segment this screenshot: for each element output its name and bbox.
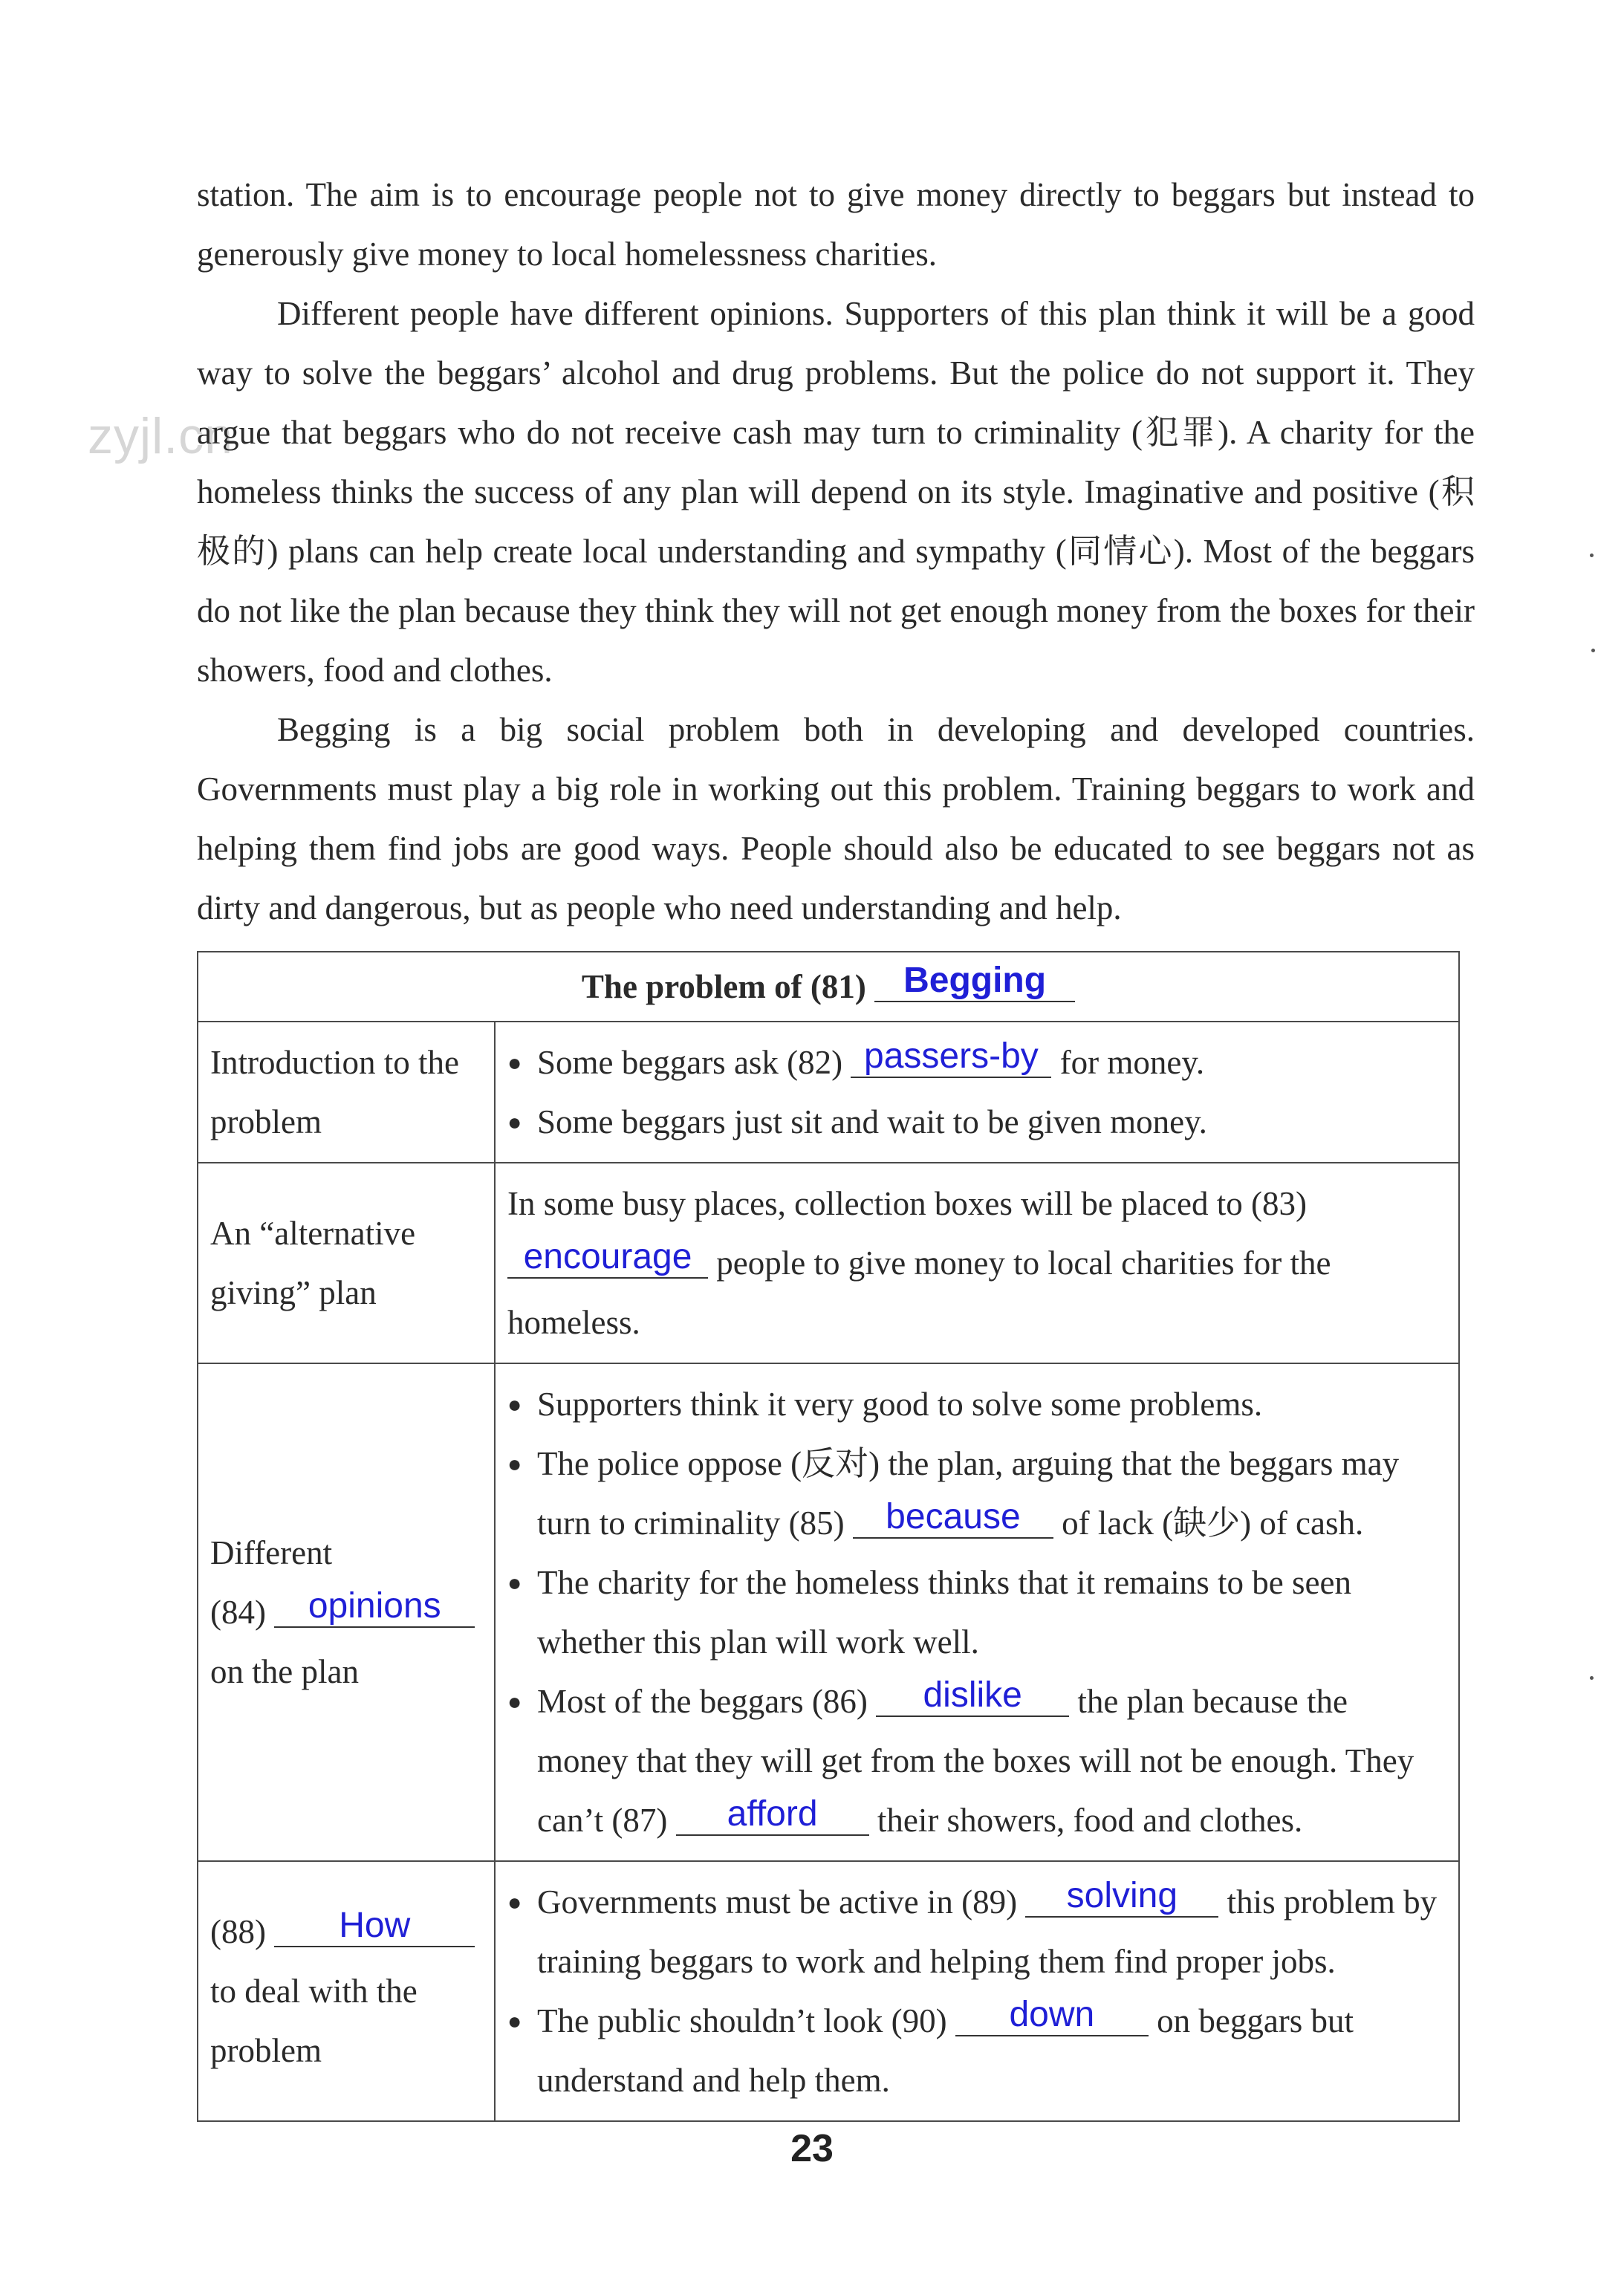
scan-speck	[1590, 1676, 1594, 1680]
page-number: 23	[790, 2127, 834, 2170]
list-item: ● The police oppose (反对) the plan, arguing that the beggars may turn to criminality (85) because of lack (缺少) of cash.	[507, 1434, 1446, 1553]
answer-82[interactable]: passers-by	[851, 1036, 1051, 1078]
table-title: The problem of (81) Begging	[198, 952, 1459, 1022]
answer-81[interactable]: Begging	[874, 961, 1075, 1002]
row-content-introduction	[495, 1022, 1459, 1163]
row-label-introduction: Introduction to the problem	[198, 1022, 495, 1163]
answer-88[interactable]: How	[274, 1906, 475, 1947]
bullet-icon: ●	[507, 1108, 522, 1135]
table-header-row	[198, 952, 1459, 1022]
passage-paragraph-2: Different people have different opinions. Supporters of this plan think it will be a good way to solve the beggars’ alcohol and drug problems. But the police do not support it. They argue that beggars who do not receive cash may turn to criminality (犯罪). A charity for the homeless thinks the success of any plan will depend on its style. Imaginative and positive (积极的) plans can help create local understanding and sympathy (同情心). Most of the beggars do not like the plan because they think they will not get enough money from the boxes for their showers, food and clothes.	[197, 295, 1475, 689]
row-content-different-opinions	[495, 1363, 1459, 1861]
table-row	[198, 1861, 1459, 2121]
answer-86[interactable]: dislike	[876, 1675, 1069, 1717]
row-label-alternative-giving: An “alternative giving” plan	[198, 1163, 495, 1363]
answer-83[interactable]: encourage	[507, 1237, 708, 1279]
watermark: zyjl.cn	[88, 408, 233, 464]
bullet-icon: ●	[507, 1569, 522, 1596]
scan-speck	[1590, 554, 1594, 557]
list-item: ● Some beggars ask (82) passers-by for money.	[507, 1033, 1446, 1092]
scan-speck	[1591, 649, 1595, 652]
row-label-how-to-deal: (88) How to deal with the problem	[198, 1861, 495, 2121]
table-row	[198, 1363, 1459, 1861]
bullet-icon: ●	[507, 1391, 522, 1418]
passage-paragraph-3: Begging is a big social problem both in developing and developed countries. Governments must play a big role in working out this problem. Training beggars to work and helping them find jobs are good ways. People should also be educated to see beggars not as dirty and dangerous, but as people who need understanding and help.	[197, 711, 1475, 926]
list-item: ● Most of the beggars (86) dislike the plan because the money that they will get from the boxes will not be enough. They can’t (87) afford their showers, food and clothes.	[507, 1672, 1446, 1850]
answer-84[interactable]: opinions	[274, 1586, 475, 1628]
answer-85[interactable]: because	[853, 1497, 1053, 1539]
list-item: ● The public shouldn’t look (90) down on beggars but understand and help them.	[507, 1991, 1446, 2110]
table-row	[198, 1163, 1459, 1363]
table-row	[198, 1022, 1459, 1163]
bullet-icon: ●	[507, 1450, 522, 1477]
summary-table	[197, 951, 1460, 2122]
row-label-different-opinions: Different (84) opinions on the plan	[198, 1363, 495, 1861]
row-content-alternative-giving: In some busy places, collection boxes will be placed to (83) encourage people to give money to local charities for the homeless.	[495, 1163, 1459, 1363]
bullet-icon: ●	[507, 2007, 522, 2034]
answer-90[interactable]: down	[955, 1995, 1149, 2036]
answer-89[interactable]: solving	[1025, 1876, 1218, 1918]
passage-paragraph-1: station. The aim is to encourage people not to give money directly to beggars but instead to generously give money to local homelessness charities.	[197, 176, 1475, 273]
row-content-how-to-deal	[495, 1861, 1459, 2121]
bullet-icon: ●	[507, 1688, 522, 1715]
list-item: ● Supporters think it very good to solve some problems.	[507, 1374, 1446, 1434]
list-item: ● The charity for the homeless thinks that it remains to be seen whether this plan will work well.	[507, 1553, 1446, 1672]
reading-passage	[197, 165, 1475, 938]
bullet-icon: ●	[507, 1049, 522, 1076]
list-item: ● Governments must be active in (89) solving this problem by training beggars to work and helping them find proper jobs.	[507, 1872, 1446, 1991]
bullet-icon: ●	[507, 1889, 522, 1915]
list-item: ● Some beggars just sit and wait to be given money.	[507, 1092, 1446, 1152]
answer-87[interactable]: afford	[676, 1794, 869, 1836]
